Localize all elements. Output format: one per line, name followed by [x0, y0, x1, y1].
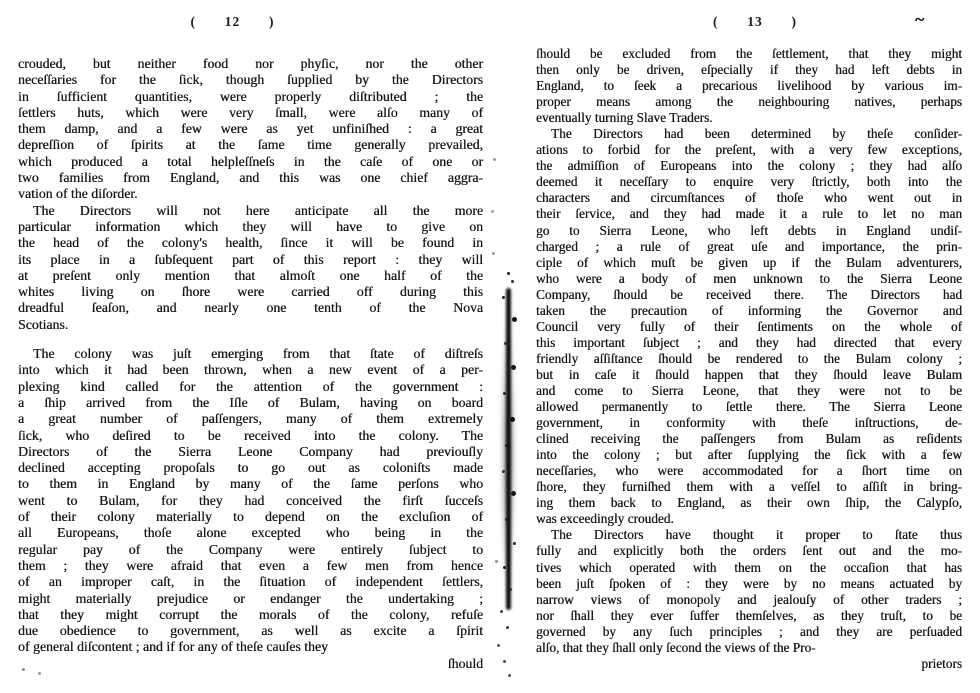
text-line: this important ſubject ; and they had directed that every [536, 334, 962, 350]
text-line: all Europeans, thoſe alone excepted who being in the [18, 525, 483, 541]
text-line: but in caſe it ſhould happen that they ſhould leave Bulam [536, 366, 962, 382]
catchword: prietors [921, 655, 962, 671]
text-line: might materially prejudice or endanger the undertaking ; [18, 590, 483, 606]
text-line: charged ; a rule of great uſe and importance, the prin- [536, 238, 962, 254]
text-line: into which it had been thrown, when a new event of a per- [18, 362, 483, 378]
paragraph [18, 56, 483, 203]
paragraph [18, 203, 483, 333]
catchword: ſhould [447, 655, 483, 671]
text-line: governed by any ſuch principles ; and they are perſuaded [536, 623, 962, 639]
text-line: of general diſcontent ; and if for any of theſe cauſes they [18, 639, 328, 655]
text-line: England, to ſeek a precarious livelihood by various im- [536, 78, 962, 94]
paragraph [18, 346, 483, 656]
text-line: then only be driven, eſpecially if they had left debts in [536, 62, 962, 78]
text-line: characters and circumſtances of thoſe who went out in [536, 190, 962, 206]
text-line: eventually turning Slave Traders. [536, 110, 713, 126]
page-12 [18, 0, 483, 693]
text-line: allowed permanently to ſettle there. The Sierra Leone [536, 399, 962, 415]
text-line: tives which operated with them on the occaſion that has [536, 559, 962, 575]
text-line: their ſervice, and they had made it a rule to let no man [536, 206, 962, 222]
text-line: crouded, but neither food nor phyſic, nor the other [18, 56, 483, 71]
text-line: in ſufficient quantities, were properly diſtributed ; the [18, 88, 483, 104]
text-line: fully and explicitly both the orders ſent out and the mo- [536, 543, 962, 559]
page-number-header: ( 13 ) [713, 14, 797, 29]
text-line: alſo, that they ſhall only ſecond the views of the Pro- [536, 639, 816, 655]
paragraph [536, 126, 962, 527]
text-line: The colony was juſt emerging from that ſtate of diſtreſs [33, 346, 483, 362]
text-line: nor ſhall they ever ſuffer themſelves, as they truſt, to be [536, 607, 962, 623]
text-line: deemed it neceſſary to enquire very ſtrictly, both into the [536, 174, 962, 190]
text-line: proper means among the neighbouring natives, perhaps [536, 94, 962, 110]
text-line: a ſhip arrived from the Iſle of Bulam, having on board [18, 394, 483, 410]
paragraph [536, 527, 962, 655]
paragraph [536, 46, 962, 126]
text-line: government, in conformity with theſe inſtructions, de- [536, 415, 962, 431]
text-line: dreadful ſeaſon, and nearly one tenth of the Nova [18, 300, 483, 316]
text-line: Directors of the Sierra Leone Company had previouſly [18, 443, 483, 459]
tilde-ornament: ~ [915, 10, 924, 29]
text-line: narrow views of monopoly and jealouſy of other traders ; [536, 591, 962, 607]
text-line: to them in England by many of the ſame perſons who [18, 476, 483, 492]
text-line: two families from England, and this was one chief aggra- [18, 170, 483, 186]
text-line: who were a body of men unknown to the Sierra Leone [536, 270, 962, 286]
text-line: plexing kind called for the attention of the government : [18, 378, 483, 394]
text-line: was exceedingly crouded. [536, 511, 674, 527]
text-line: at preſent only mention that almoſt one half of the [18, 267, 483, 283]
text-line: the head of the colony's health, ſince it will be found in [18, 235, 483, 251]
text-line: its place in a ſubſequent part of this report : they will [18, 251, 483, 267]
page-text [536, 46, 962, 656]
text-line: Council very fully of their ſentiments on the whole of [536, 318, 962, 334]
dust-specks [0, 0, 3, 3]
text-line: of an improper caſt, in the ſituation of independent ſettlers, [18, 574, 483, 590]
text-line: ſettlers huts, which were very ſmall, were alſo many of [18, 104, 483, 120]
text-line: depreſſion of ſpirits at the ſame time generally prevailed, [18, 137, 483, 153]
text-line: regular pay of the Company were entirely ſubject to [18, 541, 483, 557]
text-line: went to Bulam, for they had conceived the firſt ſucceſs [18, 492, 483, 508]
text-line: of their colony materially to depend on the excluſion of [18, 509, 483, 525]
text-line: neceſſaries, who were accommodated for a ſhort time on [536, 463, 962, 479]
text-line: ing them back to England, as their own ſhip, the Calypſo, [536, 495, 962, 511]
text-line: declined accepting propoſals to go out as coloniſts made [18, 460, 483, 476]
text-line: clined receiving the paſſengers from Bulam as reſidents [536, 431, 962, 447]
text-line: ſick, who deſired to be received into the colony. The [18, 427, 483, 443]
text-line: particular information which they will have to give on [18, 218, 483, 234]
page-text [18, 56, 483, 656]
text-line: go to Sierra Leone, who left debts in England undiſ- [536, 222, 962, 238]
text-line: ations to forbid for the preſent, with a very few exceptions, [536, 142, 962, 158]
text-line: Scotians. [18, 316, 69, 332]
text-line: taken the precaution of informing the Governor and [536, 302, 962, 318]
text-line: been juſt ſpoken of : they were by no means actuated by [536, 575, 962, 591]
text-line: whites living on ſhore were carried off during this [18, 284, 483, 300]
binding-shadow-core [506, 288, 511, 610]
text-line: The Directors have thought it proper to ſtate thus [551, 527, 962, 543]
text-line: friendly aſſiſtance ſhould be rendered to the Bulam colony ; [536, 350, 962, 366]
text-line: them ; they were afraid that even a few men from hence [18, 557, 483, 573]
page-number-header: ( 12 ) [190, 14, 275, 29]
text-line: them damp, and a few were as yet unfiniſhed : a great [18, 121, 483, 137]
text-line: The Directors will not here anticipate all the more [33, 202, 483, 218]
text-line: a great number of paſſengers, many of them extremely [18, 411, 483, 427]
text-line: ciple of which muſt be given up if the Bulam adventurers, [536, 254, 962, 270]
text-line: ſhould be excluded from the ſettlement, that they might [536, 46, 962, 61]
text-line: and come to Sierra Leone, that they were not to be [536, 382, 962, 398]
page-13 [536, 0, 962, 693]
text-line: neceſſaries for the ſick, though ſupplied by the Directors [18, 72, 483, 88]
text-line: into the colony ; but after ſupplying the ſick with a few [536, 447, 962, 463]
text-line: the admiſſion of Europeans into the colony ; they had alſo [536, 158, 962, 174]
text-line: that they might corrupt the morals of the colony, refuſe [18, 606, 483, 622]
text-line: The Directors had been determined by theſe conſider- [551, 126, 962, 142]
text-line: which produced a total helpleſſneſs in the caſe of one or [18, 153, 483, 169]
text-line: Company, ſhould be received there. The Directors had [536, 286, 962, 302]
text-line: vation of the diſorder. [18, 186, 138, 202]
text-line: due obedience to government, as well as excite a ſpirit [18, 623, 483, 639]
text-line: ſhore, they furniſhed them with a veſſel to aſſiſt in bring- [536, 479, 962, 495]
